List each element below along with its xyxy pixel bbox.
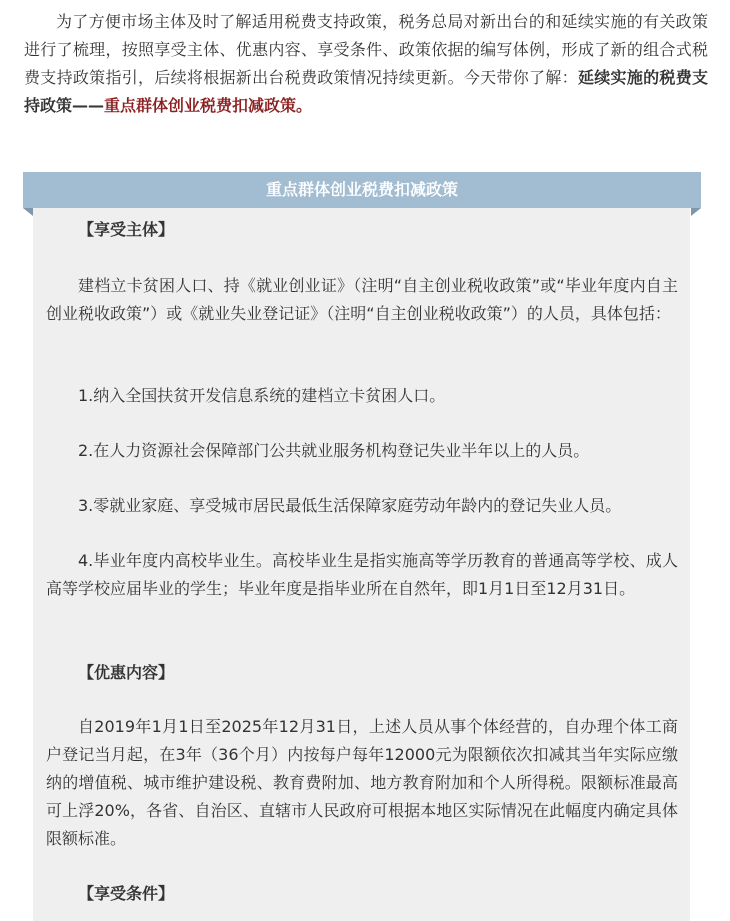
intro-paragraph <box>24 8 708 120</box>
policy-panel <box>33 208 690 921</box>
condition-heading: 【享受条件】 <box>78 884 175 903</box>
subject-heading: 【享受主体】 <box>78 220 175 239</box>
benefit-heading: 【优惠内容】 <box>78 663 175 682</box>
subject-item-3: 3.零就业家庭、享受城市居民最低生活保障家庭劳动年龄内的登记失业人员。 <box>78 496 622 515</box>
intro-bold-text: 延续实施的税费支持政策—— <box>24 68 708 115</box>
intro-highlight-text: 重点群体创业税费扣减政策。 <box>104 96 313 115</box>
banner-fold-left <box>23 208 33 216</box>
subject-item-1: 1.纳入全国扶贫开发信息系统的建档立卡贫困人口。 <box>78 386 446 405</box>
subject-item-2: 2.在人力资源社会保障部门公共就业服务机构登记失业半年以上的人员。 <box>78 441 590 460</box>
intro-text: 为了方便市场主体及时了解适用税费支持政策，税务总局对新出台的和延续实施的有关政策进行了梳理，按照享受主体、优惠内容、享受条件、政策依据的编写体例，形成了新的组合式税费支持政策指引，后续将根据新出台税费政策情况持续更新。今天带你了解： <box>24 12 708 87</box>
subject-item-4: 4.毕业年度内高校毕业生。高校毕业生是指实施高等学历教育的普通高等学校、成人高等学校应届毕业的学生；毕业年度是指毕业所在自然年，即1月1日至12月31日。 <box>46 551 678 598</box>
banner-title: 重点群体创业税费扣减政策 <box>23 172 701 208</box>
subject-text: 建档立卡贫困人口、持《就业创业证》（注明“自主创业税收政策”或“毕业年度内自主创业税收政策”）或《就业失业登记证》（注明“自主创业税收政策”）的人员，具体包括： <box>46 276 678 323</box>
banner-fold-right <box>691 208 701 216</box>
benefit-text: 自2019年1月1日至2025年12月31日，上述人员从事个体经营的，自办理个体工商户登记当月起，在3年（36个月）内按每户每年12000元为限额依次扣减其当年实际应缴纳的增值税、城市维护建设税、教育费附加、地方教育附加和个人所得税。限额标准最高可上浮20%，各省、自治区、直辖市人民政府可根据本地区实际情况在此幅度内确定具体限额标准。 <box>46 717 678 848</box>
